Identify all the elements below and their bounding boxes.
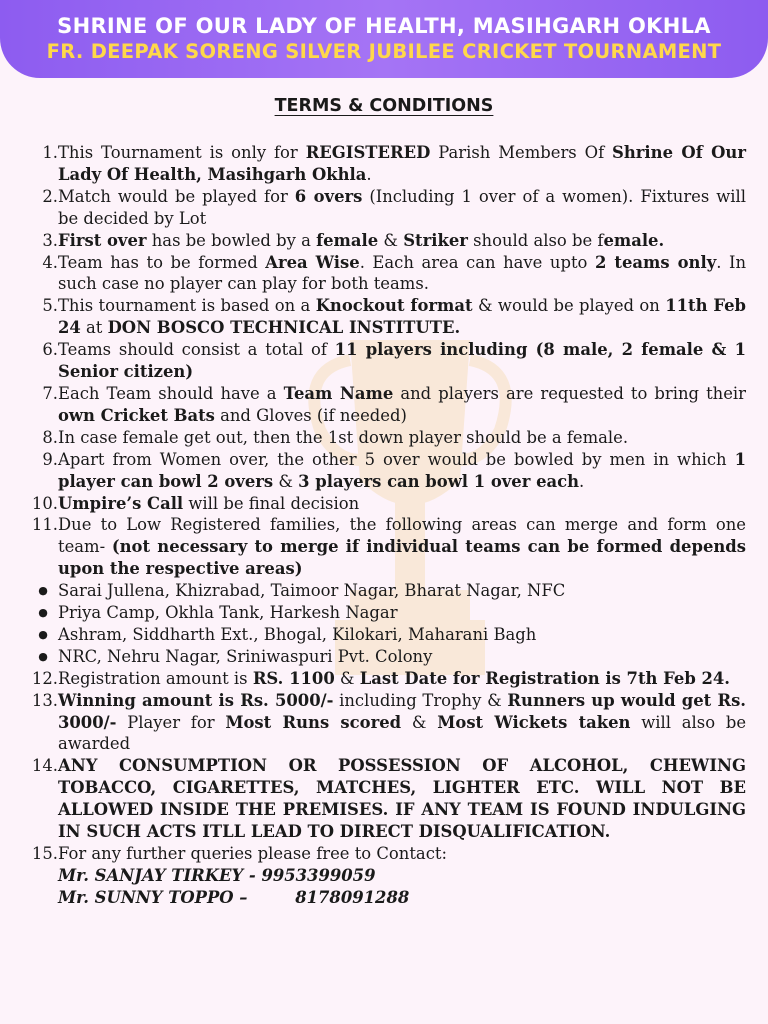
term-item-6 [28,339,746,383]
term-number: 8. [42,427,58,447]
contact-phone: 9953399059 [261,865,376,885]
term-item-14 [28,755,746,843]
term-text: Each Team should have a Team Name and players are requested to bring their own Cricket Bats and Gloves (if needed) [58,383,746,425]
area-list-item [28,580,746,602]
term-number: 9. [42,449,58,469]
bullet-icon: ● [38,584,48,598]
term-text: Umpire’s Call will be final decision [58,493,360,513]
term-item-10 [28,493,746,515]
area-text: Sarai Jullena, Khizrabad, Taimoor Nagar, Bharat Nagar, NFC [58,581,566,601]
area-text: NRC, Nehru Nagar, Sriniwaspuri Pvt. Colony [58,646,433,666]
term-number: 4. [42,252,58,272]
header-title: SHRINE OF OUR LADY OF HEALTH, MASIHGARH OKHLA [57,14,711,38]
contact-name: Mr. SANJAY TIRKEY - [58,865,262,885]
term-item-5 [28,295,746,339]
contact-line [28,887,746,909]
term-item-11 [28,514,746,580]
area-list-item [28,624,746,646]
term-number: 7. [42,383,58,403]
term-text: Match would be played for 6 overs (Including 1 over of a women). Fixtures will be decided by Lot [58,186,747,228]
term-number: 14. [31,756,58,776]
term-item-2 [28,186,746,230]
header-subtitle: FR. DEEPAK SORENG SILVER JUBILEE CRICKET TOURNAMENT [46,40,722,63]
bullet-icon: ● [38,627,48,641]
area-list-item [28,602,746,624]
term-text: Apart from Women over, the other 5 over would be bowled by men in which 1 player can bowl 2 overs & 3 players can bowl 1 over each. [58,449,746,491]
contact-line [28,865,746,887]
term-number: 2. [42,186,58,206]
term-text: Due to Low Registered families, the following areas can merge and form one team- (not necessary to merge if individual teams can be formed depends upon the respective areas) [58,515,746,579]
term-text: For any further queries please free to Contact: [58,844,447,863]
term-text: Teams should consist a total of 11 players including (8 male, 2 female & 1 Senior citizen) [58,340,746,382]
term-number: 1. [42,143,58,162]
term-item-8 [28,427,746,449]
term-item-3 [28,230,746,252]
contact-name: Mr. SUNNY TOPPO – [58,887,254,907]
term-text: Team has to be formed Area Wise. Each area can have upto 2 teams only. In such case no player can play for both teams. [58,252,747,294]
term-text: Winning amount is Rs. 5000/- including Trophy & Runners up would get Rs. 3000/- Player for Most Runs scored & Most Wickets taken will also be awarded [58,690,747,754]
term-number: 12. [31,668,58,688]
term-number: 3. [42,230,58,250]
term-item-1 [28,142,746,186]
term-item-9 [28,449,746,493]
term-item-15 [28,843,746,865]
term-item-13 [28,690,746,756]
term-number: 5. [42,296,58,316]
term-text: Registration amount is RS. 1100 & Last Date for Registration is 7th Feb 24. [58,668,731,688]
area-text: Priya Camp, Okhla Tank, Harkesh Nagar [58,603,398,623]
terms-list [28,142,746,909]
term-number: 10. [31,493,58,513]
term-item-4 [28,252,746,296]
term-text: This tournament is based on a Knockout format & would be played on 11th Feb 24 at DON BOSCO TECHNICAL INSTITUTE. [58,296,747,338]
area-list-item [28,646,746,668]
term-number: 13. [31,690,58,710]
term-text: In case female get out, then the 1st down player should be a female. [58,427,629,447]
term-text: This Tournament is only for REGISTERED Parish Members Of Shrine Of Our Lady Of Health, Masihgarh Okhla. [58,143,746,184]
bullet-icon: ● [38,606,48,620]
area-text: Ashram, Siddharth Ext., Bhogal, Kilokari, Maharani Bagh [58,624,537,644]
page-heading: TERMS & CONDITIONS [274,96,494,116]
contact-phone: 8178091288 [295,887,410,907]
term-text: ANY CONSUMPTION OR POSSESSION OF ALCOHOL, CHEWING TOBACCO, CIGARETTES, MATCHES, LIGHTER ETC. WILL NOT BE ALLOWED INSIDE THE PREMISES. IF ANY TEAM IS FOUND INDULGING IN SUCH ACTS ITLL LEAD TO DIRECT DISQUALIFICATION. [58,756,746,842]
term-item-7 [28,383,746,427]
bullet-icon: ● [38,649,48,663]
term-number: 15. [31,844,58,863]
term-text: First over has be bowled by a female & Striker should also be female. [58,230,665,250]
term-number: 11. [31,515,58,535]
term-number: 6. [42,340,58,360]
term-item-12 [28,668,746,690]
header-banner [0,0,768,78]
